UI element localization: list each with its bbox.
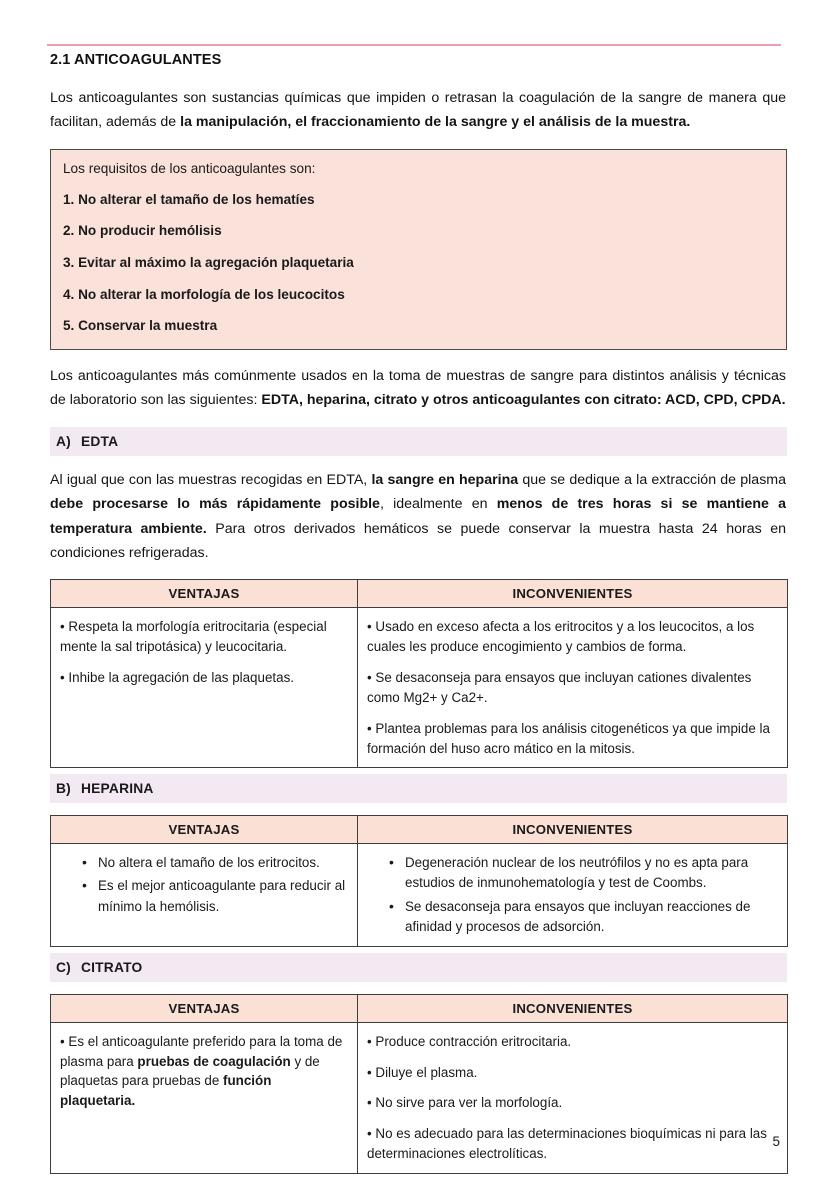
citrato-inconveniente-3: • No sirve para ver la morfología. (367, 1095, 563, 1111)
intro-paragraph (50, 86, 786, 135)
table-row (51, 844, 788, 946)
common-anticoagulants-paragraph (50, 364, 786, 413)
edta-p4: Para otros derivados hemáticos se puede conservar la muestra hasta 24 horas en condiciones refrigeradas. (50, 520, 786, 561)
list-item: • Es el mejor anticoagulante para reducir al mínimo la hemólisis. (82, 876, 348, 916)
edta-paragraph (50, 468, 786, 566)
citrato-header-inconvenientes: INCONVENIENTES (358, 994, 788, 1022)
table-header-row (51, 994, 788, 1022)
heparina-header-ventajas: VENTAJAS (51, 816, 358, 844)
requirement-item-5: 5. Conservar la muestra (63, 318, 218, 334)
page-number: 5 (772, 1134, 780, 1149)
requirement-item-2: 2. No producir hemólisis (63, 223, 222, 239)
citrato-inconveniente-4: • No es adecuado para las determinaciones bioquímicas ni para las determinaciones electrolíticas. (367, 1126, 767, 1162)
citrato-cell-inconvenientes (358, 1022, 788, 1173)
common-plain-text: Los anticoagulantes más comúnmente usados en la toma de muestras de sangre para distintos análisis y técnicas de laboratorio son las siguientes: (50, 367, 786, 409)
table-row (51, 1022, 788, 1173)
edta-header-ventajas: VENTAJAS (51, 580, 358, 608)
table-header-row (51, 580, 788, 608)
edta-inconveniente-1: • Usado en exceso afecta a los eritrocitos y a los leucocitos, a los cuales les produce encogimiento y cambios de forma. (367, 619, 755, 655)
page-content (50, 52, 786, 1180)
table-header-row (51, 816, 788, 844)
edta-table (50, 579, 788, 768)
heparina-table (50, 815, 788, 946)
section-header-citrato (50, 953, 787, 982)
heparina-header-inconvenientes: INCONVENIENTES (358, 816, 788, 844)
section-letter-a: A) (56, 433, 71, 449)
edta-inconveniente-2: • Se desaconseja para ensayos que incluyan cationes divalentes como Mg2+ y Ca2+. (367, 670, 752, 705)
citrato-header-ventajas: VENTAJAS (51, 994, 358, 1022)
citrato-inconveniente-2: • Diluye el plasma. (367, 1064, 478, 1080)
section-letter-c: C) (56, 959, 71, 975)
intro-plain-text: Los anticoagulantes son sustancias químicas que impiden o retrasan la coagulación de la sangre de manera que facilitan, además de (50, 90, 786, 131)
section-label-edta: EDTA (80, 433, 119, 449)
intro-bold-text: la manipulación, el fraccionamiento de la sangre y el análisis de la muestra. (180, 114, 691, 131)
top-accent-rule (47, 44, 781, 46)
edta-cell-ventajas (51, 608, 358, 768)
citrato-inconveniente-1: • Produce contracción eritrocitaria. (367, 1033, 572, 1049)
heparina-inconvenientes-list (367, 853, 778, 936)
citrato-table (50, 994, 788, 1174)
edta-ventaja-1: • Respeta la morfología eritrocitaria (especial mente la sal tripotásica) y leucocitaria. (60, 619, 327, 655)
edta-p1: Al igual que con las muestras recogidas en EDTA, (50, 471, 372, 488)
heparina-cell-inconvenientes (358, 844, 788, 946)
section-letter-b: B) (56, 781, 71, 797)
list-item: • Degeneración nuclear de los neutrófilos y no es apta para estudios de inmunohematología y test de Coombs. (389, 853, 778, 893)
citrato-v-p1: • Es el anticoagulante preferido para la toma de plasma para (60, 1033, 343, 1069)
heparina-cell-ventajas (51, 844, 358, 946)
citrato-v-b1: pruebas de coagulación (137, 1053, 291, 1069)
citrato-v-p2: y de plaquetas para pruebas de (60, 1053, 320, 1089)
section-label-citrato: CITRATO (80, 959, 143, 975)
citrato-ventaja-1 (60, 1032, 348, 1111)
list-item: • Se desaconseja para ensayos que incluyan reacciones de afinidad y procesos de adsorción. (389, 897, 778, 937)
edta-p2: que se dedique a la extracción de plasma (518, 471, 787, 488)
list-item: • No altera el tamaño de los eritrocitos. (82, 853, 348, 873)
requirement-item-4: 4. No alterar la morfología de los leucocitos (63, 286, 345, 302)
edta-b2: debe procesarse lo más rápidamente posible (50, 496, 380, 513)
table-row (51, 608, 788, 768)
section-header-edta (50, 427, 787, 456)
heparina-ventajas-list (60, 853, 348, 916)
requirement-item-3: 3. Evitar al máximo la agregación plaquetaria (63, 254, 354, 270)
citrato-v-b2: función plaquetaria. (60, 1073, 272, 1109)
citrato-cell-ventajas (51, 1022, 358, 1173)
edta-header-inconvenientes: INCONVENIENTES (358, 580, 788, 608)
edta-b3: menos de tres horas si se mantiene a temperatura ambiente. (50, 496, 786, 537)
edta-b1: la sangre en heparina (371, 471, 519, 488)
edta-cell-inconvenientes (358, 608, 788, 768)
section-header-heparina (50, 774, 787, 803)
section-label-heparina: HEPARINA (80, 781, 154, 797)
requirements-intro: Los requisitos de los anticoagulantes son: (63, 160, 316, 176)
requirement-item-1: 1. No alterar el tamaño de los hematíes (63, 191, 315, 207)
requirements-box (50, 149, 787, 350)
edta-p3: , idealmente en (379, 496, 497, 513)
common-bold-text: EDTA, heparina, citrato y otros anticoagulantes con citrato: ACD, CPD, CPDA. (261, 392, 786, 409)
edta-inconveniente-3: • Plantea problemas para los análisis citogenéticos ya que impide la formación del huso acro mático en la mitosis. (367, 720, 770, 756)
page-title: 2.1 ANTICOAGULANTES (50, 52, 222, 68)
edta-ventaja-2: • Inhibe la agregación de las plaquetas. (60, 670, 294, 686)
